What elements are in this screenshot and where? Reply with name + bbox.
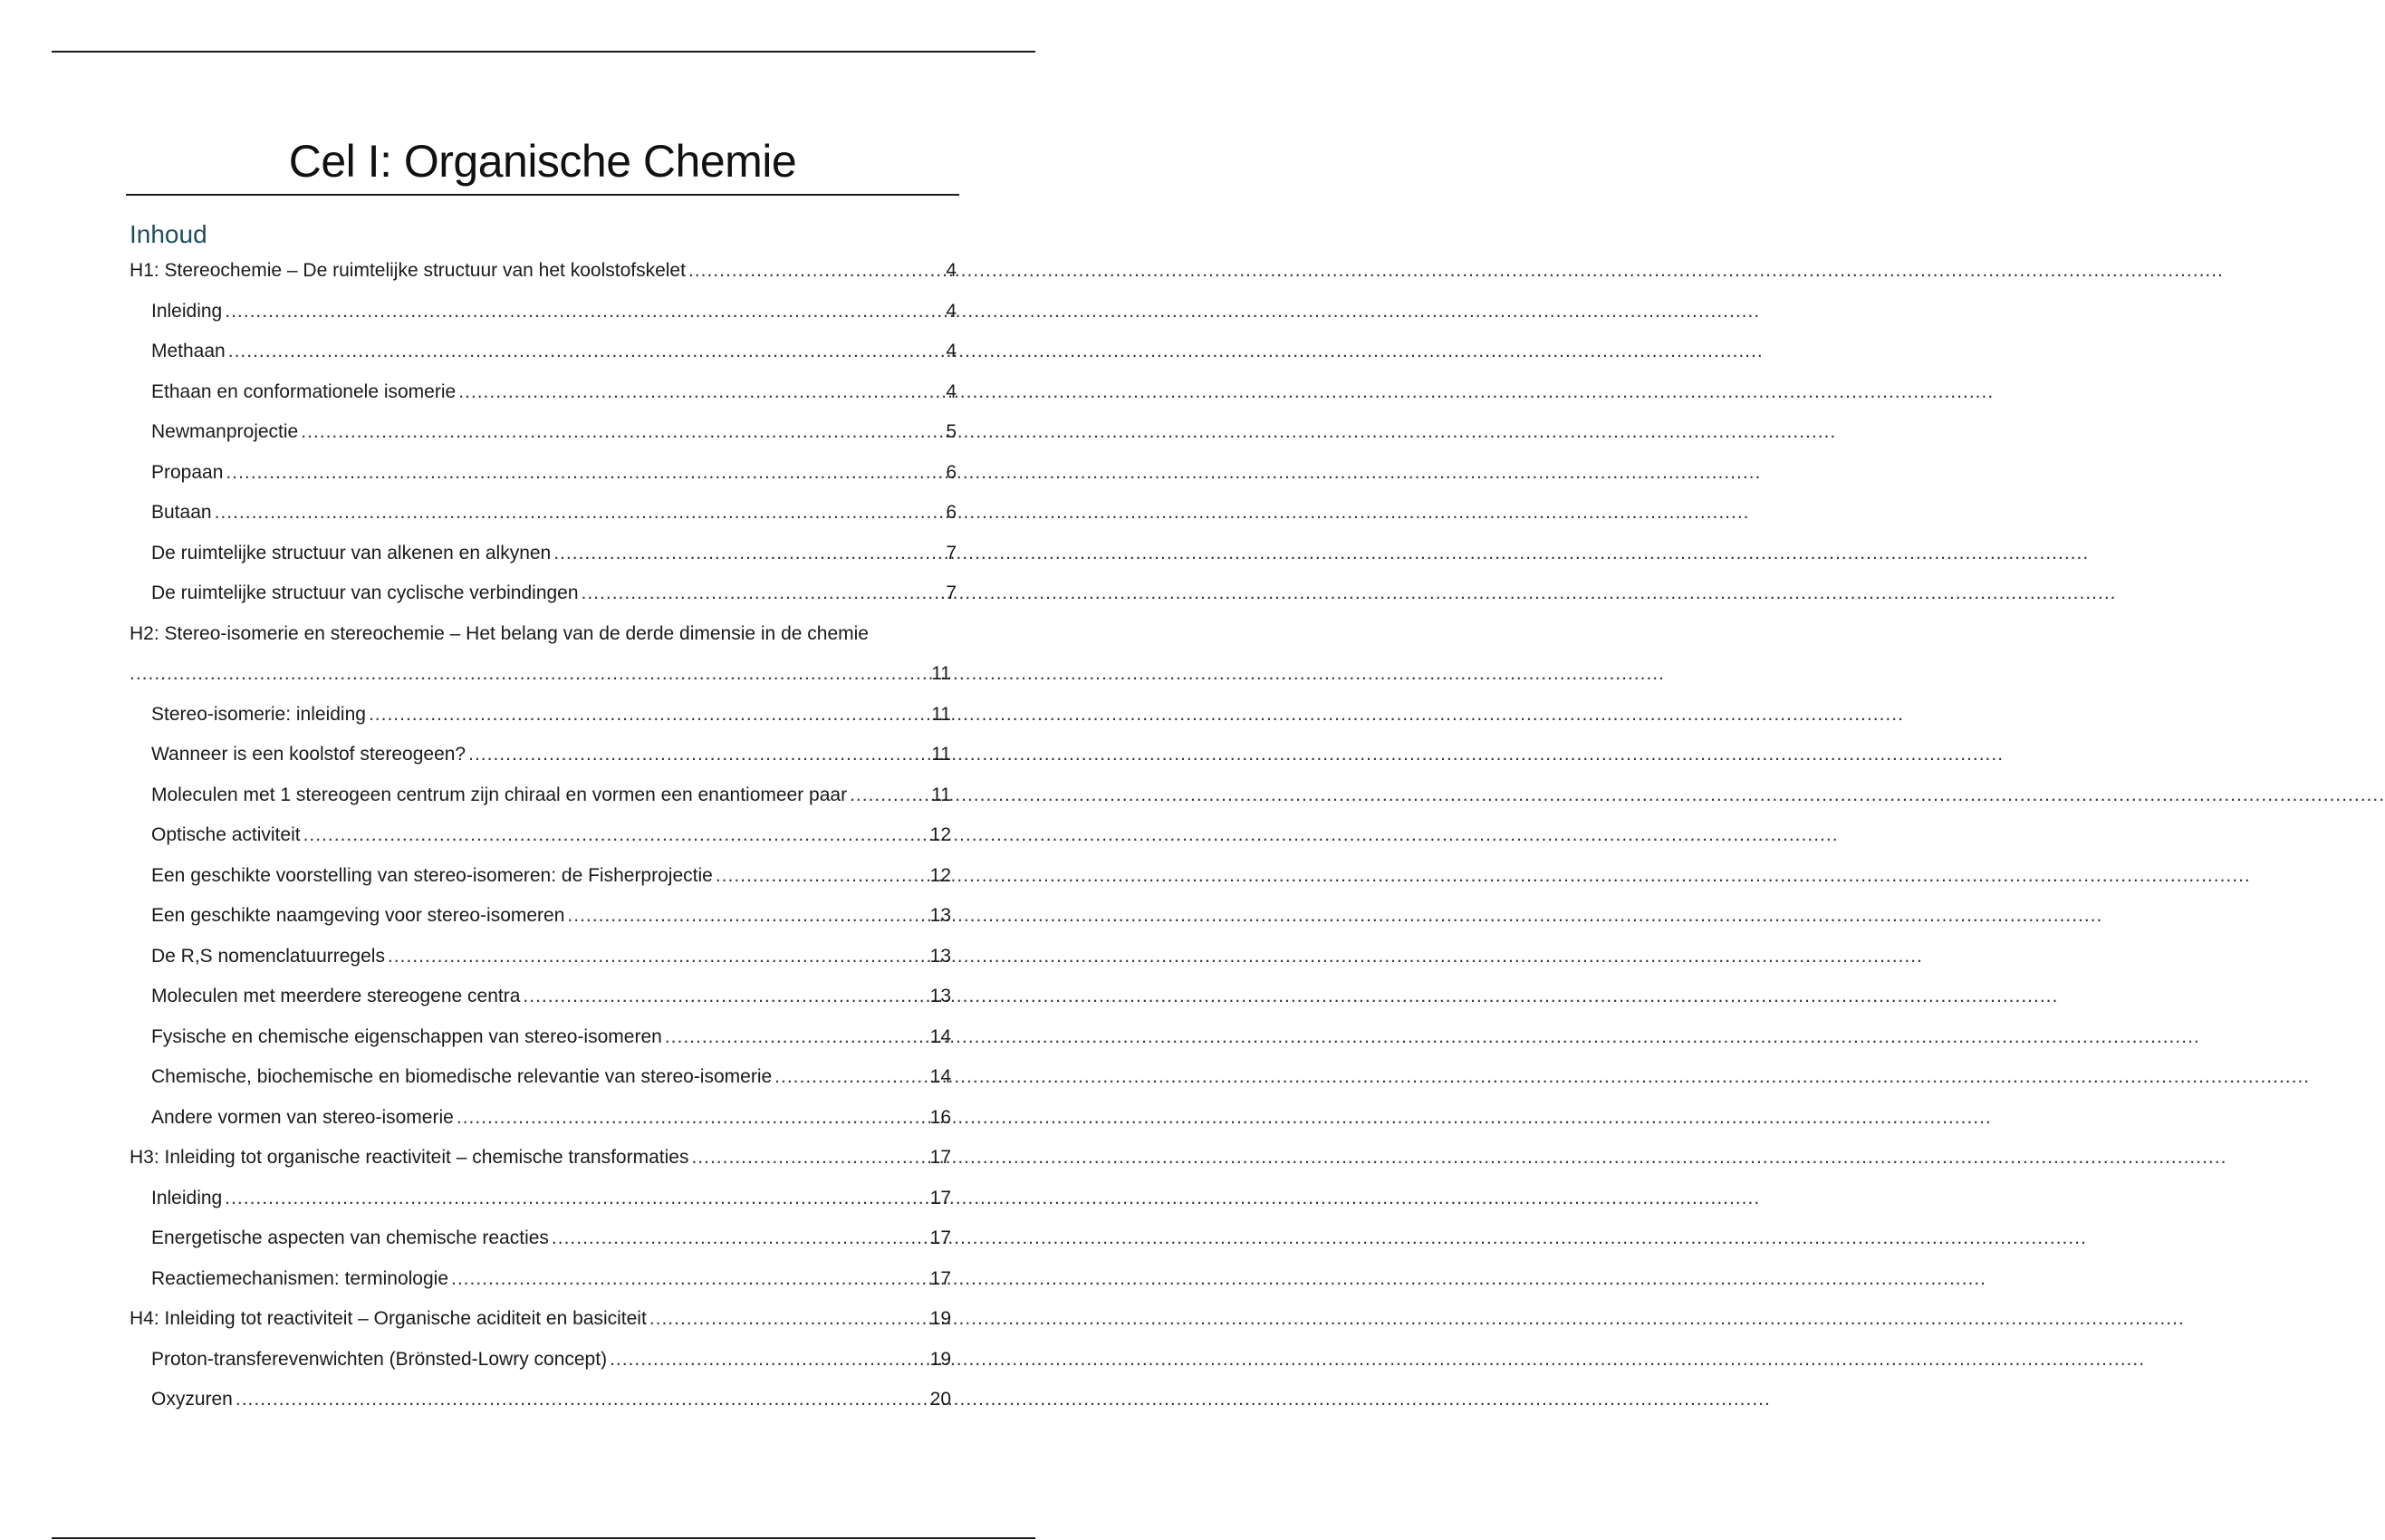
toc-entry[interactable] bbox=[130, 695, 957, 736]
toc-entry[interactable] bbox=[130, 412, 957, 453]
toc-entry-title: Een geschikte voorstelling van stereo-isomeren: de Fisherprojectie bbox=[151, 864, 713, 886]
toc-page-number: 13 bbox=[929, 945, 951, 967]
toc-page-number: 17 bbox=[929, 1227, 951, 1248]
toc-dot-leader bbox=[716, 856, 928, 897]
toc-dot-leader bbox=[649, 1299, 928, 1340]
toc-entry[interactable] bbox=[130, 493, 957, 534]
toc-page-number: 11 bbox=[931, 703, 951, 725]
toc-dot-leader bbox=[553, 534, 943, 574]
toc-dot-leader bbox=[850, 775, 928, 816]
toc-page-number: 13 bbox=[929, 905, 951, 926]
toc-dot-leader bbox=[228, 332, 944, 372]
toc-entry[interactable] bbox=[130, 1138, 957, 1179]
toc-page-number: 11 bbox=[931, 663, 951, 684]
toc-page-number: 4 bbox=[946, 341, 957, 361]
toc-page-number: 4 bbox=[946, 260, 957, 281]
toc-entry[interactable] bbox=[130, 1057, 957, 1098]
toc-entry[interactable] bbox=[130, 815, 957, 856]
toc-page-number: 12 bbox=[929, 864, 951, 886]
toc-page-number: 17 bbox=[929, 1187, 951, 1208]
toc-entry-title: Chemische, biochemische en biomedische relevantie van stereo-isomerie bbox=[151, 1066, 773, 1087]
toc-dot-leader bbox=[215, 493, 944, 534]
toc-page-number: 17 bbox=[929, 1147, 951, 1168]
toc-entry[interactable] bbox=[130, 856, 957, 897]
toc-entry[interactable] bbox=[130, 372, 957, 413]
toc-entry-continuation[interactable] bbox=[130, 654, 957, 695]
toc-page-number: 7 bbox=[946, 582, 957, 603]
toc-page-number: 4 bbox=[946, 380, 957, 402]
toc-entry[interactable] bbox=[130, 1299, 957, 1340]
toc-entry[interactable] bbox=[130, 896, 957, 937]
toc-page-number: 16 bbox=[929, 1106, 951, 1128]
table-of-contents bbox=[130, 251, 957, 1420]
toc-dot-leader bbox=[610, 1340, 928, 1381]
toc-dot-leader bbox=[226, 453, 943, 494]
toc-dot-leader bbox=[225, 1179, 927, 1219]
toc-entry[interactable] bbox=[130, 1259, 957, 1300]
toc-dot-leader bbox=[369, 695, 928, 736]
toc-entry-title: Ethaan en conformationele isomerie bbox=[151, 380, 457, 402]
toc-page-number: 13 bbox=[929, 986, 951, 1006]
toc-entry-title: Propaan bbox=[151, 461, 224, 483]
toc-page-number: 14 bbox=[929, 1025, 951, 1047]
toc-dot-leader bbox=[457, 1098, 928, 1139]
toc-entry-title: Butaan bbox=[151, 502, 212, 523]
toc-page-number: 19 bbox=[929, 1348, 951, 1370]
toc-page-number: 7 bbox=[946, 542, 957, 563]
toc-entry-title: H4: Inleiding tot reactiviteit – Organische aciditeit en basiciteit bbox=[130, 1308, 647, 1329]
toc-dot-leader bbox=[582, 573, 944, 614]
toc-dot-leader bbox=[303, 815, 928, 856]
toc-dot-leader bbox=[523, 977, 927, 1017]
toc-entry-title: Stereo-isomerie: inleiding bbox=[151, 703, 366, 725]
toc-entry-title: Inleiding bbox=[151, 1187, 223, 1208]
toc-dot-leader bbox=[552, 1218, 928, 1259]
toc-entry[interactable] bbox=[130, 1017, 957, 1058]
toc-entry[interactable] bbox=[130, 937, 957, 977]
toc-entry-title: Moleculen met meerdere stereogene centra bbox=[151, 986, 521, 1006]
toc-entry[interactable] bbox=[130, 1380, 957, 1420]
toc-entry[interactable] bbox=[130, 1340, 957, 1381]
toc-entry[interactable] bbox=[130, 453, 957, 494]
toc-page-number: 17 bbox=[929, 1267, 951, 1289]
toc-entry-title: Wanneer is een koolstof stereogeen? bbox=[151, 744, 466, 765]
toc-dot-leader bbox=[665, 1017, 928, 1058]
toc-entry-title: Andere vormen van stereo-isomerie bbox=[151, 1106, 454, 1128]
toc-entry[interactable] bbox=[130, 1179, 957, 1219]
toc-entry-title: Een geschikte naamgeving voor stereo-isomeren bbox=[151, 905, 565, 926]
toc-entry-title: H2: Stereo-isomerie en stereochemie – Het belang van de derde dimensie in de chemie bbox=[130, 622, 869, 644]
toc-entry[interactable] bbox=[130, 573, 957, 614]
toc-entry-title: De ruimtelijke structuur van cyclische verbindingen bbox=[151, 582, 579, 603]
document-title: Cel I: Organische Chemie bbox=[288, 136, 797, 187]
toc-entry[interactable] bbox=[130, 775, 957, 816]
toc-entry-title: Inleiding bbox=[151, 300, 223, 322]
toc-entry[interactable] bbox=[130, 292, 957, 332]
toc-dot-leader bbox=[458, 372, 943, 413]
toc-entry-title: Moleculen met 1 stereogeen centrum zijn chiraal en vormen een enantiomeer paar bbox=[151, 784, 848, 805]
toc-entry-title: Reactiemechanismen: terminologie bbox=[151, 1267, 448, 1289]
toc-dot-leader bbox=[774, 1057, 927, 1098]
page-footer-rule bbox=[52, 1537, 1035, 1539]
toc-entry[interactable] bbox=[130, 534, 957, 574]
toc-entry-title: Proton-transferevenwichten (Brönsted-Lowry concept) bbox=[151, 1348, 608, 1370]
toc-page-number: 20 bbox=[929, 1389, 951, 1410]
page-header-rule bbox=[52, 51, 1035, 53]
toc-entry[interactable] bbox=[130, 735, 957, 775]
toc-dot-leader bbox=[451, 1259, 928, 1300]
toc-entry-title: De R,S nomenclatuurregels bbox=[151, 945, 385, 967]
toc-entry-title: Energetische aspecten van chemische reacties bbox=[151, 1227, 549, 1248]
toc-heading: Inhoud bbox=[130, 220, 207, 248]
toc-page-number: 4 bbox=[946, 300, 957, 322]
toc-dot-leader bbox=[130, 654, 928, 695]
toc-entry-title: Oxyzuren bbox=[151, 1389, 233, 1410]
toc-entry-title: H3: Inleiding tot organische reactiviteit – chemische transformaties bbox=[130, 1147, 689, 1168]
toc-entry-title: Newmanprojectie bbox=[151, 421, 299, 442]
toc-entry-title: Methaan bbox=[151, 341, 226, 361]
toc-dot-leader bbox=[301, 412, 943, 453]
toc-page-number: 5 bbox=[946, 421, 957, 442]
toc-entry[interactable] bbox=[130, 251, 957, 292]
toc-entry[interactable] bbox=[130, 977, 957, 1017]
toc-entry[interactable] bbox=[130, 1098, 957, 1139]
toc-dot-leader bbox=[468, 735, 928, 775]
toc-entry[interactable] bbox=[130, 614, 957, 655]
toc-page-number: 19 bbox=[929, 1308, 951, 1329]
toc-entry[interactable] bbox=[130, 1218, 957, 1259]
toc-page-number: 6 bbox=[946, 461, 957, 483]
toc-dot-leader bbox=[225, 292, 943, 332]
toc-dot-leader bbox=[567, 896, 927, 937]
toc-entry-title: Fysische en chemische eigenschappen van stereo-isomeren bbox=[151, 1025, 662, 1047]
toc-dot-leader bbox=[236, 1380, 928, 1420]
toc-page-number: 6 bbox=[946, 502, 957, 523]
title-underline bbox=[126, 194, 959, 196]
toc-page-number: 11 bbox=[931, 744, 951, 765]
toc-dot-leader bbox=[688, 251, 943, 292]
toc-dot-leader bbox=[388, 937, 928, 977]
toc-entry[interactable] bbox=[130, 332, 957, 372]
toc-page-number: 11 bbox=[931, 784, 951, 805]
toc-entry-title: Optische activiteit bbox=[151, 824, 301, 845]
toc-dot-leader bbox=[691, 1138, 927, 1179]
toc-entry-title: H1: Stereochemie – De ruimtelijke structuur van het koolstofskelet bbox=[130, 260, 686, 281]
toc-entry-title: De ruimtelijke structuur van alkenen en alkynen bbox=[151, 542, 552, 563]
toc-page-number: 12 bbox=[929, 824, 951, 845]
toc-page-number: 14 bbox=[929, 1066, 951, 1087]
